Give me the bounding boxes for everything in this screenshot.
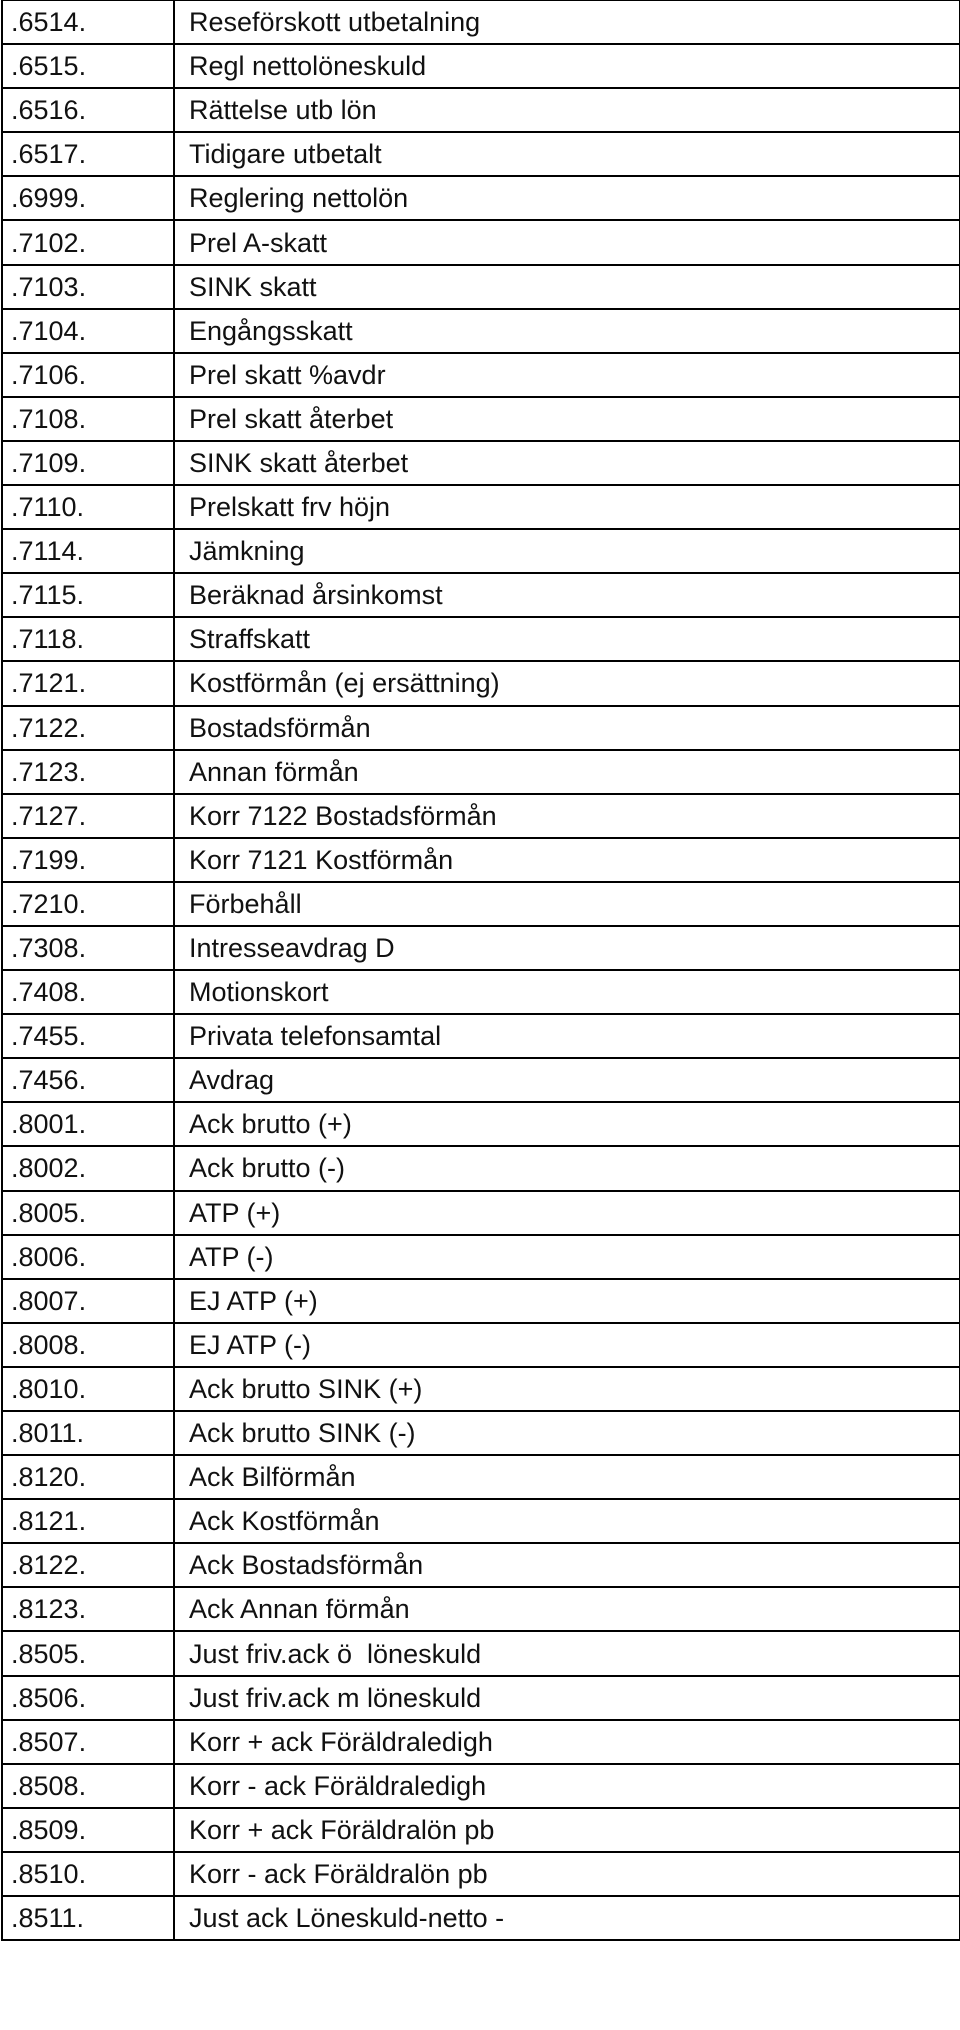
salary-code-cell: .8505.: [2, 1631, 174, 1675]
salary-code-cell: .7108.: [2, 397, 174, 441]
table-row: [2, 353, 960, 397]
salary-code-cell: .6515.: [2, 44, 174, 88]
table-row: [2, 970, 960, 1014]
salary-code-cell: .8123.: [2, 1587, 174, 1631]
salary-code-description-cell: Motionskort: [174, 970, 960, 1014]
salary-code-cell: .8005.: [2, 1191, 174, 1235]
salary-code-cell: .7121.: [2, 661, 174, 705]
salary-code-cell: .7102.: [2, 220, 174, 264]
salary-code-cell: .7110.: [2, 485, 174, 529]
table-row: [2, 265, 960, 309]
table-row: [2, 926, 960, 970]
salary-code-description-cell: Kostförmån (ej ersättning): [174, 661, 960, 705]
salary-code-description-cell: Jämkning: [174, 529, 960, 573]
table-row: [2, 1587, 960, 1631]
salary-code-cell: .7456.: [2, 1058, 174, 1102]
salary-code-description-cell: Tidigare utbetalt: [174, 132, 960, 176]
salary-code-cell: .7210.: [2, 882, 174, 926]
salary-code-description-cell: Regl nettolöneskuld: [174, 44, 960, 88]
salary-code-cell: .8002.: [2, 1146, 174, 1190]
salary-code-cell: .6514.: [2, 0, 174, 44]
salary-code-description-cell: EJ ATP (-): [174, 1323, 960, 1367]
salary-code-description-cell: Förbehåll: [174, 882, 960, 926]
salary-code-description-cell: Bostadsförmån: [174, 706, 960, 750]
salary-code-description-cell: Ack Kostförmån: [174, 1499, 960, 1543]
salary-code-cell: .8122.: [2, 1543, 174, 1587]
salary-code-cell: .6999.: [2, 176, 174, 220]
table-row: [2, 1102, 960, 1146]
salary-code-cell: .8509.: [2, 1808, 174, 1852]
salary-code-cell: .8007.: [2, 1279, 174, 1323]
salary-code-description-cell: Korr + ack Föräldralön pb: [174, 1808, 960, 1852]
salary-code-description-cell: ATP (+): [174, 1191, 960, 1235]
salary-code-cell: .8506.: [2, 1676, 174, 1720]
salary-code-description-cell: Ack brutto SINK (+): [174, 1367, 960, 1411]
salary-code-cell: .8511.: [2, 1896, 174, 1940]
salary-code-cell: .6516.: [2, 88, 174, 132]
salary-code-cell: .8510.: [2, 1852, 174, 1896]
table-row: [2, 1323, 960, 1367]
salary-code-cell: .8507.: [2, 1720, 174, 1764]
salary-code-description-cell: Korr 7122 Bostadsförmån: [174, 794, 960, 838]
salary-code-description-cell: Ack Annan förmån: [174, 1587, 960, 1631]
table-row: [2, 1279, 960, 1323]
salary-code-description-cell: Annan förmån: [174, 750, 960, 794]
table-row: [2, 750, 960, 794]
salary-code-cell: .8121.: [2, 1499, 174, 1543]
table-row: [2, 882, 960, 926]
table-row: [2, 706, 960, 750]
table-row: [2, 573, 960, 617]
salary-code-cell: .8010.: [2, 1367, 174, 1411]
salary-code-cell: .8006.: [2, 1235, 174, 1279]
salary-code-description-cell: Just ack Löneskuld-netto -: [174, 1896, 960, 1940]
salary-code-cell: .8508.: [2, 1764, 174, 1808]
salary-code-cell: .7308.: [2, 926, 174, 970]
table-row: [2, 794, 960, 838]
table-row: [2, 0, 960, 44]
salary-code-description-cell: Ack brutto (+): [174, 1102, 960, 1146]
salary-code-description-cell: Just friv.ack ö löneskuld: [174, 1631, 960, 1675]
table-row: [2, 838, 960, 882]
table-row: [2, 1852, 960, 1896]
salary-code-cell: .7114.: [2, 529, 174, 573]
salary-code-description-cell: Just friv.ack m löneskuld: [174, 1676, 960, 1720]
salary-code-cell: .7106.: [2, 353, 174, 397]
table-row: [2, 1543, 960, 1587]
salary-code-description-cell: Rättelse utb lön: [174, 88, 960, 132]
salary-code-table: [1, 0, 960, 1941]
salary-code-cell: .7123.: [2, 750, 174, 794]
table-row: [2, 132, 960, 176]
salary-code-cell: .7104.: [2, 309, 174, 353]
salary-code-cell: .7118.: [2, 617, 174, 661]
salary-code-cell: .8008.: [2, 1323, 174, 1367]
salary-code-description-cell: Prel skatt %avdr: [174, 353, 960, 397]
table-row: [2, 1896, 960, 1940]
salary-code-cell: .7103.: [2, 265, 174, 309]
salary-code-description-cell: Ack brutto SINK (-): [174, 1411, 960, 1455]
salary-code-description-cell: Beräknad årsinkomst: [174, 573, 960, 617]
salary-code-cell: .6517.: [2, 132, 174, 176]
table-row: [2, 1191, 960, 1235]
salary-code-cell: .7199.: [2, 838, 174, 882]
salary-code-description-cell: Ack Bilförmån: [174, 1455, 960, 1499]
table-row: [2, 1720, 960, 1764]
table-row: [2, 1676, 960, 1720]
table-row: [2, 1235, 960, 1279]
salary-code-description-cell: Intresseavdrag D: [174, 926, 960, 970]
salary-code-cell: .8011.: [2, 1411, 174, 1455]
salary-code-description-cell: Straffskatt: [174, 617, 960, 661]
table-row: [2, 1631, 960, 1675]
table-row: [2, 1014, 960, 1058]
salary-code-cell: .7109.: [2, 441, 174, 485]
salary-code-description-cell: Reglering nettolön: [174, 176, 960, 220]
salary-code-description-cell: Korr - ack Föräldraledigh: [174, 1764, 960, 1808]
salary-code-cell: .8001.: [2, 1102, 174, 1146]
salary-code-description-cell: Engångsskatt: [174, 309, 960, 353]
salary-code-cell: .7115.: [2, 573, 174, 617]
salary-code-cell: .7127.: [2, 794, 174, 838]
table-row: [2, 1411, 960, 1455]
table-row: [2, 1455, 960, 1499]
salary-code-description-cell: Reseförskott utbetalning: [174, 0, 960, 44]
salary-code-description-cell: Ack brutto (-): [174, 1146, 960, 1190]
salary-code-cell: .7122.: [2, 706, 174, 750]
salary-code-description-cell: SINK skatt återbet: [174, 441, 960, 485]
salary-code-description-cell: Korr + ack Föräldraledigh: [174, 1720, 960, 1764]
table-row: [2, 529, 960, 573]
table-row: [2, 1367, 960, 1411]
table-row: [2, 485, 960, 529]
table-row: [2, 1499, 960, 1543]
salary-code-description-cell: Korr 7121 Kostförmån: [174, 838, 960, 882]
table-row: [2, 1808, 960, 1852]
salary-code-description-cell: Prel skatt återbet: [174, 397, 960, 441]
salary-code-description-cell: ATP (-): [174, 1235, 960, 1279]
table-row: [2, 176, 960, 220]
table-body: [2, 0, 960, 1940]
table-row: [2, 617, 960, 661]
table-row: [2, 1058, 960, 1102]
salary-code-description-cell: Korr - ack Föräldralön pb: [174, 1852, 960, 1896]
table-row: [2, 661, 960, 705]
salary-code-description-cell: Avdrag: [174, 1058, 960, 1102]
table-row: [2, 309, 960, 353]
salary-code-cell: .7408.: [2, 970, 174, 1014]
table-row: [2, 44, 960, 88]
salary-code-description-cell: Ack Bostadsförmån: [174, 1543, 960, 1587]
table-row: [2, 88, 960, 132]
salary-code-description-cell: Privata telefonsamtal: [174, 1014, 960, 1058]
salary-code-description-cell: EJ ATP (+): [174, 1279, 960, 1323]
table-row: [2, 1146, 960, 1190]
salary-code-description-cell: Prel A-skatt: [174, 220, 960, 264]
salary-code-description-cell: SINK skatt: [174, 265, 960, 309]
table-row: [2, 441, 960, 485]
salary-code-cell: .7455.: [2, 1014, 174, 1058]
table-row: [2, 1764, 960, 1808]
table-row: [2, 220, 960, 264]
salary-code-cell: .8120.: [2, 1455, 174, 1499]
salary-code-description-cell: Prelskatt frv höjn: [174, 485, 960, 529]
table-row: [2, 397, 960, 441]
